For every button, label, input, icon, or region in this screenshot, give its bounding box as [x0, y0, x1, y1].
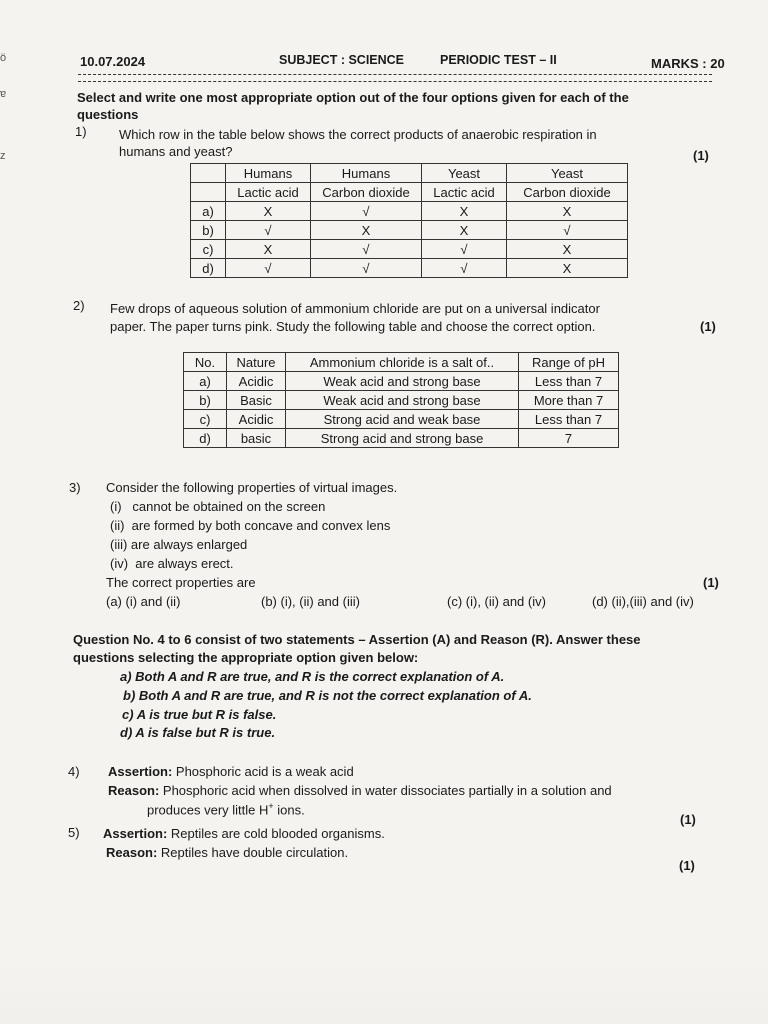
table-cell: X [422, 202, 507, 221]
table-cell: b) [191, 221, 226, 240]
table-cell: √ [311, 202, 422, 221]
header-subject: SUBJECT : SCIENCE [279, 53, 405, 67]
q3-item: (ii) are formed by both concave and convex lens [110, 518, 391, 533]
table-cell: Strong acid and strong base [286, 429, 519, 448]
table-row [191, 164, 628, 183]
q2-text-line-2: paper. The paper turns pink. Study the following table and choose the correct option. [110, 319, 596, 334]
q4-reason-superscript: + [268, 801, 274, 811]
q3-number: 3) [69, 480, 81, 495]
table-cell: √ [422, 259, 507, 278]
q1-marks: (1) [693, 148, 709, 163]
ar-option-a: a) Both A and R are true, and R is the correct explanation of A. [120, 669, 505, 684]
ar-option-d: d) A is false but R is true. [120, 725, 276, 740]
table-cell: Less than 7 [519, 372, 619, 391]
table-cell: Carbon dioxide [311, 183, 422, 202]
margin-mark-decoration: ɐ [0, 88, 7, 100]
table-row [184, 429, 619, 448]
table-cell [191, 183, 226, 202]
table-cell: Lactic acid [422, 183, 507, 202]
q1-table [190, 163, 628, 278]
table-cell: √ [226, 221, 311, 240]
q3-option-c: (c) (i), (ii) and (iv) [447, 594, 546, 609]
table-cell: Acidic [227, 372, 286, 391]
q4-reason-label: Reason: [108, 783, 160, 798]
table-row [184, 391, 619, 410]
table-cell: 7 [519, 429, 619, 448]
table-row [191, 240, 628, 259]
table-row [184, 353, 619, 372]
table-cell: √ [226, 259, 311, 278]
table-cell: Weak acid and strong base [286, 391, 519, 410]
q3-option-a: (a) (i) and (ii) [106, 594, 181, 609]
q3-prompt: The correct properties are [106, 575, 256, 590]
table-row [191, 259, 628, 278]
q1-number: 1) [75, 124, 87, 139]
q5-marks: (1) [679, 858, 695, 873]
q3-option-d: (d) (ii),(iii) and (iv) [592, 594, 694, 609]
q5-number: 5) [68, 825, 80, 840]
q2-marks: (1) [700, 319, 716, 334]
table-cell: Lactic acid [226, 183, 311, 202]
q5-assertion-label: Assertion: [103, 826, 168, 841]
table-cell: √ [311, 259, 422, 278]
table-row [191, 221, 628, 240]
table-cell: a) [191, 202, 226, 221]
q4-assertion-label: Assertion: [108, 764, 173, 779]
table-cell: a) [184, 372, 227, 391]
q3-text-line-1: Consider the following properties of virtual images. [106, 480, 398, 495]
table-cell: √ [311, 240, 422, 259]
table-cell: Yeast [507, 164, 628, 183]
margin-mark-decoration: z [0, 150, 6, 162]
q1-text-line-1: Which row in the table below shows the correct products of anaerobic respiration in [119, 127, 597, 142]
header-date: 10.07.2024 [80, 54, 146, 69]
table-row [184, 410, 619, 429]
page-bottom-shade [0, 960, 768, 1024]
table-cell: X [507, 259, 628, 278]
q4-reason-text-2a: produces very little H [147, 802, 269, 818]
q4-marks: (1) [680, 812, 696, 827]
q3-marks: (1) [703, 575, 719, 590]
q5-reason [106, 845, 348, 860]
q4-assertion [108, 764, 354, 779]
q3-item: (iii) are always enlarged [110, 537, 248, 552]
table-cell: √ [422, 240, 507, 259]
table-cell: Humans [311, 164, 422, 183]
table-cell: Range of pH [519, 353, 619, 372]
table-cell: X [226, 202, 311, 221]
table-cell: √ [507, 221, 628, 240]
q5-assertion-text: Reptiles are cold blooded organisms. [167, 826, 385, 841]
q5-assertion [103, 826, 385, 841]
q5-reason-label: Reason: [106, 845, 158, 860]
q1-text-line-2: humans and yeast? [119, 144, 233, 159]
q3-item: (iv) are always erect. [110, 556, 234, 571]
table-cell: d) [191, 259, 226, 278]
header-marks: MARKS : 20 [651, 56, 725, 71]
q3-item: (i) cannot be obtained on the screen [110, 499, 326, 514]
table-row [184, 372, 619, 391]
table-cell: d) [184, 429, 227, 448]
q2-text-line-1: Few drops of aqueous solution of ammonium chloride are put on a universal indicator [110, 301, 600, 316]
table-cell: b) [184, 391, 227, 410]
table-row [191, 183, 628, 202]
margin-mark-decoration: ö [0, 52, 7, 64]
table-cell [191, 164, 226, 183]
ar-instruction-line-2: questions selecting the appropriate option given below: [73, 650, 419, 665]
table-cell: X [311, 221, 422, 240]
table-cell: X [507, 202, 628, 221]
instruction-line-2: questions [77, 107, 139, 122]
q4-number: 4) [68, 764, 80, 779]
table-cell: Yeast [422, 164, 507, 183]
table-cell: basic [227, 429, 286, 448]
table-cell: X [422, 221, 507, 240]
table-cell: Carbon dioxide [507, 183, 628, 202]
table-cell: Nature [227, 353, 286, 372]
table-cell: No. [184, 353, 227, 372]
q4-reason-text: Phosphoric acid when dissolved in water dissociates partially in a solution and [159, 783, 612, 798]
q3-option-b: (b) (i), (ii) and (iii) [261, 594, 360, 609]
ar-option-c: c) A is true but R is false. [122, 707, 277, 722]
q2-table [183, 352, 619, 448]
ar-option-b: b) Both A and R are true, and R is not the correct explanation of A. [123, 688, 532, 703]
q2-number: 2) [73, 298, 85, 313]
ar-instruction-line-1: Question No. 4 to 6 consist of two statements – Assertion (A) and Reason (R). Answer these [73, 632, 641, 647]
q4-assertion-text: Phosphoric acid is a weak acid [172, 764, 354, 779]
table-cell: Strong acid and weak base [286, 410, 519, 429]
q4-reason-text-2b: ions. [273, 802, 305, 818]
table-cell: c) [184, 410, 227, 429]
table-cell: X [507, 240, 628, 259]
q4-reason [108, 783, 612, 798]
q4-reason-line-2 [147, 801, 305, 817]
header-separator [78, 74, 712, 82]
table-cell: c) [191, 240, 226, 259]
table-cell: Ammonium chloride is a salt of.. [286, 353, 519, 372]
table-cell: Less than 7 [519, 410, 619, 429]
instruction-line-1: Select and write one most appropriate option out of the four options given for each of the [77, 90, 629, 105]
table-cell: More than 7 [519, 391, 619, 410]
header-test: PERIODIC TEST – II [440, 53, 557, 67]
table-row [191, 202, 628, 221]
table-cell: X [226, 240, 311, 259]
q5-reason-text: Reptiles have double circulation. [157, 845, 349, 860]
table-cell: Weak acid and strong base [286, 372, 519, 391]
table-cell: Acidic [227, 410, 286, 429]
table-cell: Humans [226, 164, 311, 183]
table-cell: Basic [227, 391, 286, 410]
